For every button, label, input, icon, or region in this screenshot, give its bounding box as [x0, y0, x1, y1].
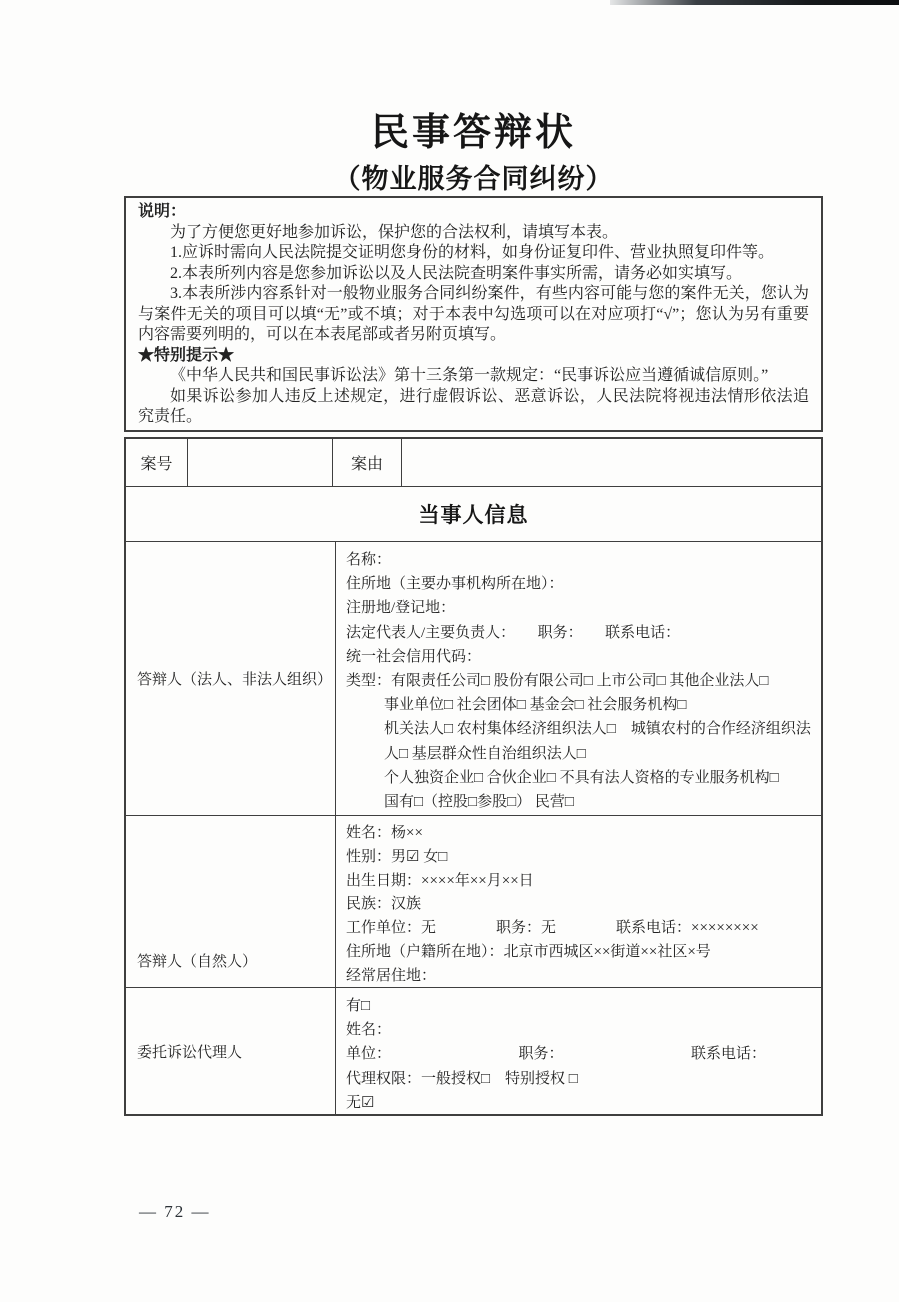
- page-number: — 72 —: [139, 1202, 211, 1221]
- cause-of-action-label: 案由: [333, 439, 402, 486]
- form-line: 无☑: [346, 1094, 375, 1111]
- form-line: 国有□（控股□参股□） 民营□: [384, 794, 574, 811]
- case-row: [126, 439, 821, 487]
- form-line: 人□ 基层群众性自治组织法人□: [384, 745, 586, 762]
- form-line: 法定代表人/主要负责人： 职务： 联系电话：: [346, 624, 681, 641]
- cause-of-action-value-cell: [402, 439, 821, 486]
- case-number-label: 案号: [126, 439, 188, 486]
- instruction-paragraph: 《中华人民共和国民事诉讼法》第十三条第一款规定：“民事诉讼应当遵循诚信原则。”: [170, 367, 769, 384]
- party-content: [336, 542, 821, 815]
- party-label: [126, 988, 336, 1114]
- party-content: [336, 816, 821, 987]
- form-line: 名称：: [346, 552, 392, 568]
- instructions-heading: 说明：: [138, 203, 187, 220]
- instructions-box: [124, 196, 823, 432]
- party-row: [126, 988, 821, 1114]
- party-label: [126, 816, 336, 987]
- form-line: 注册地/登记地：: [346, 600, 456, 617]
- party-label-text: 答辩人（自然人）: [137, 954, 258, 970]
- party-rows: [126, 542, 821, 1114]
- form-line: 经常居住地：: [346, 967, 437, 984]
- form-line: 有□: [346, 998, 371, 1014]
- instruction-paragraph: 为了方便您更好地参加诉讼，保护您的合法权利，请填写本表。: [170, 223, 619, 241]
- document-subtitle: （物业服务合同纠纷）: [333, 164, 614, 194]
- case-number-value-cell: [188, 439, 333, 486]
- document-title: 民事答辩状: [370, 112, 576, 154]
- form-line: 民族：汉族: [346, 896, 422, 913]
- form-line: 单位： 职务： 联系电话：: [346, 1046, 767, 1063]
- scan-edge-artifact: [610, 0, 899, 5]
- form-line: 姓名：: [346, 1022, 392, 1039]
- form-line: 机关法人□ 农村集体经济组织法人□ 城镇农村的合作经济组织法: [384, 721, 811, 738]
- party-label: [126, 542, 336, 815]
- instruction-paragraph: 2.本表所列内容是您参加诉讼以及人民法院查明案件事实所需，请务必如实填写。: [170, 264, 743, 282]
- form-line: 出生日期：××××年××月××日: [346, 872, 534, 889]
- form-line: 类型：有限责任公司□ 股份有限公司□ 上市公司□ 其他企业法人□: [346, 673, 769, 690]
- form-line: 工作单位：无 职务：无 联系电话：××××××××: [346, 920, 759, 937]
- form-line: 个人独资企业□ 合伙企业□ 不具有法人资格的专业服务机构□: [384, 769, 779, 786]
- form-line: 住所地（主要办事机构所在地）：: [346, 576, 564, 593]
- party-info-section-header: 当事人信息: [126, 487, 821, 542]
- form-table: [124, 437, 823, 1116]
- instruction-paragraph: 如果诉讼参加人违反上述规定，进行虚假诉讼、恶意诉讼，人民法院将视违法情形依法追究责任。: [138, 387, 809, 425]
- form-line: 代理权限：一般授权□ 特别授权 □: [346, 1070, 578, 1087]
- form-line: 统一社会信用代码：: [346, 648, 482, 665]
- instruction-paragraph: 1.应诉时需向人民法院提交证明您身份的材料，如身份证复印件、营业执照复印件等。: [170, 244, 775, 261]
- party-row: [126, 542, 821, 816]
- party-label-text: 答辩人（法人、非法人组织）: [137, 672, 333, 688]
- instruction-paragraph: 3.本表所涉内容系针对一般物业服务合同纠纷案件，有些内容可能与您的案件无关，您认为与案件无关的项目可以填“无”或不填；对于本表中勾选项可以在对应项打“√”；您认为另有重要内容需要列明的，可以在本表尾部或者另附页填写。: [138, 285, 809, 343]
- instruction-paragraph: ★特别提示★: [138, 346, 235, 364]
- form-line: 性别：男☑ 女□: [346, 848, 448, 865]
- form-line: 住所地（户籍所在地）：北京市西城区××街道××社区×号: [346, 943, 711, 960]
- form-line: 姓名：杨××: [346, 825, 423, 841]
- form-line: 事业单位□ 社会团体□ 基金会□ 社会服务机构□: [384, 697, 687, 714]
- instructions-paragraphs: [138, 223, 809, 428]
- party-label-text: 委托诉讼代理人: [137, 1044, 243, 1061]
- party-content: [336, 988, 821, 1114]
- party-row: [126, 816, 821, 988]
